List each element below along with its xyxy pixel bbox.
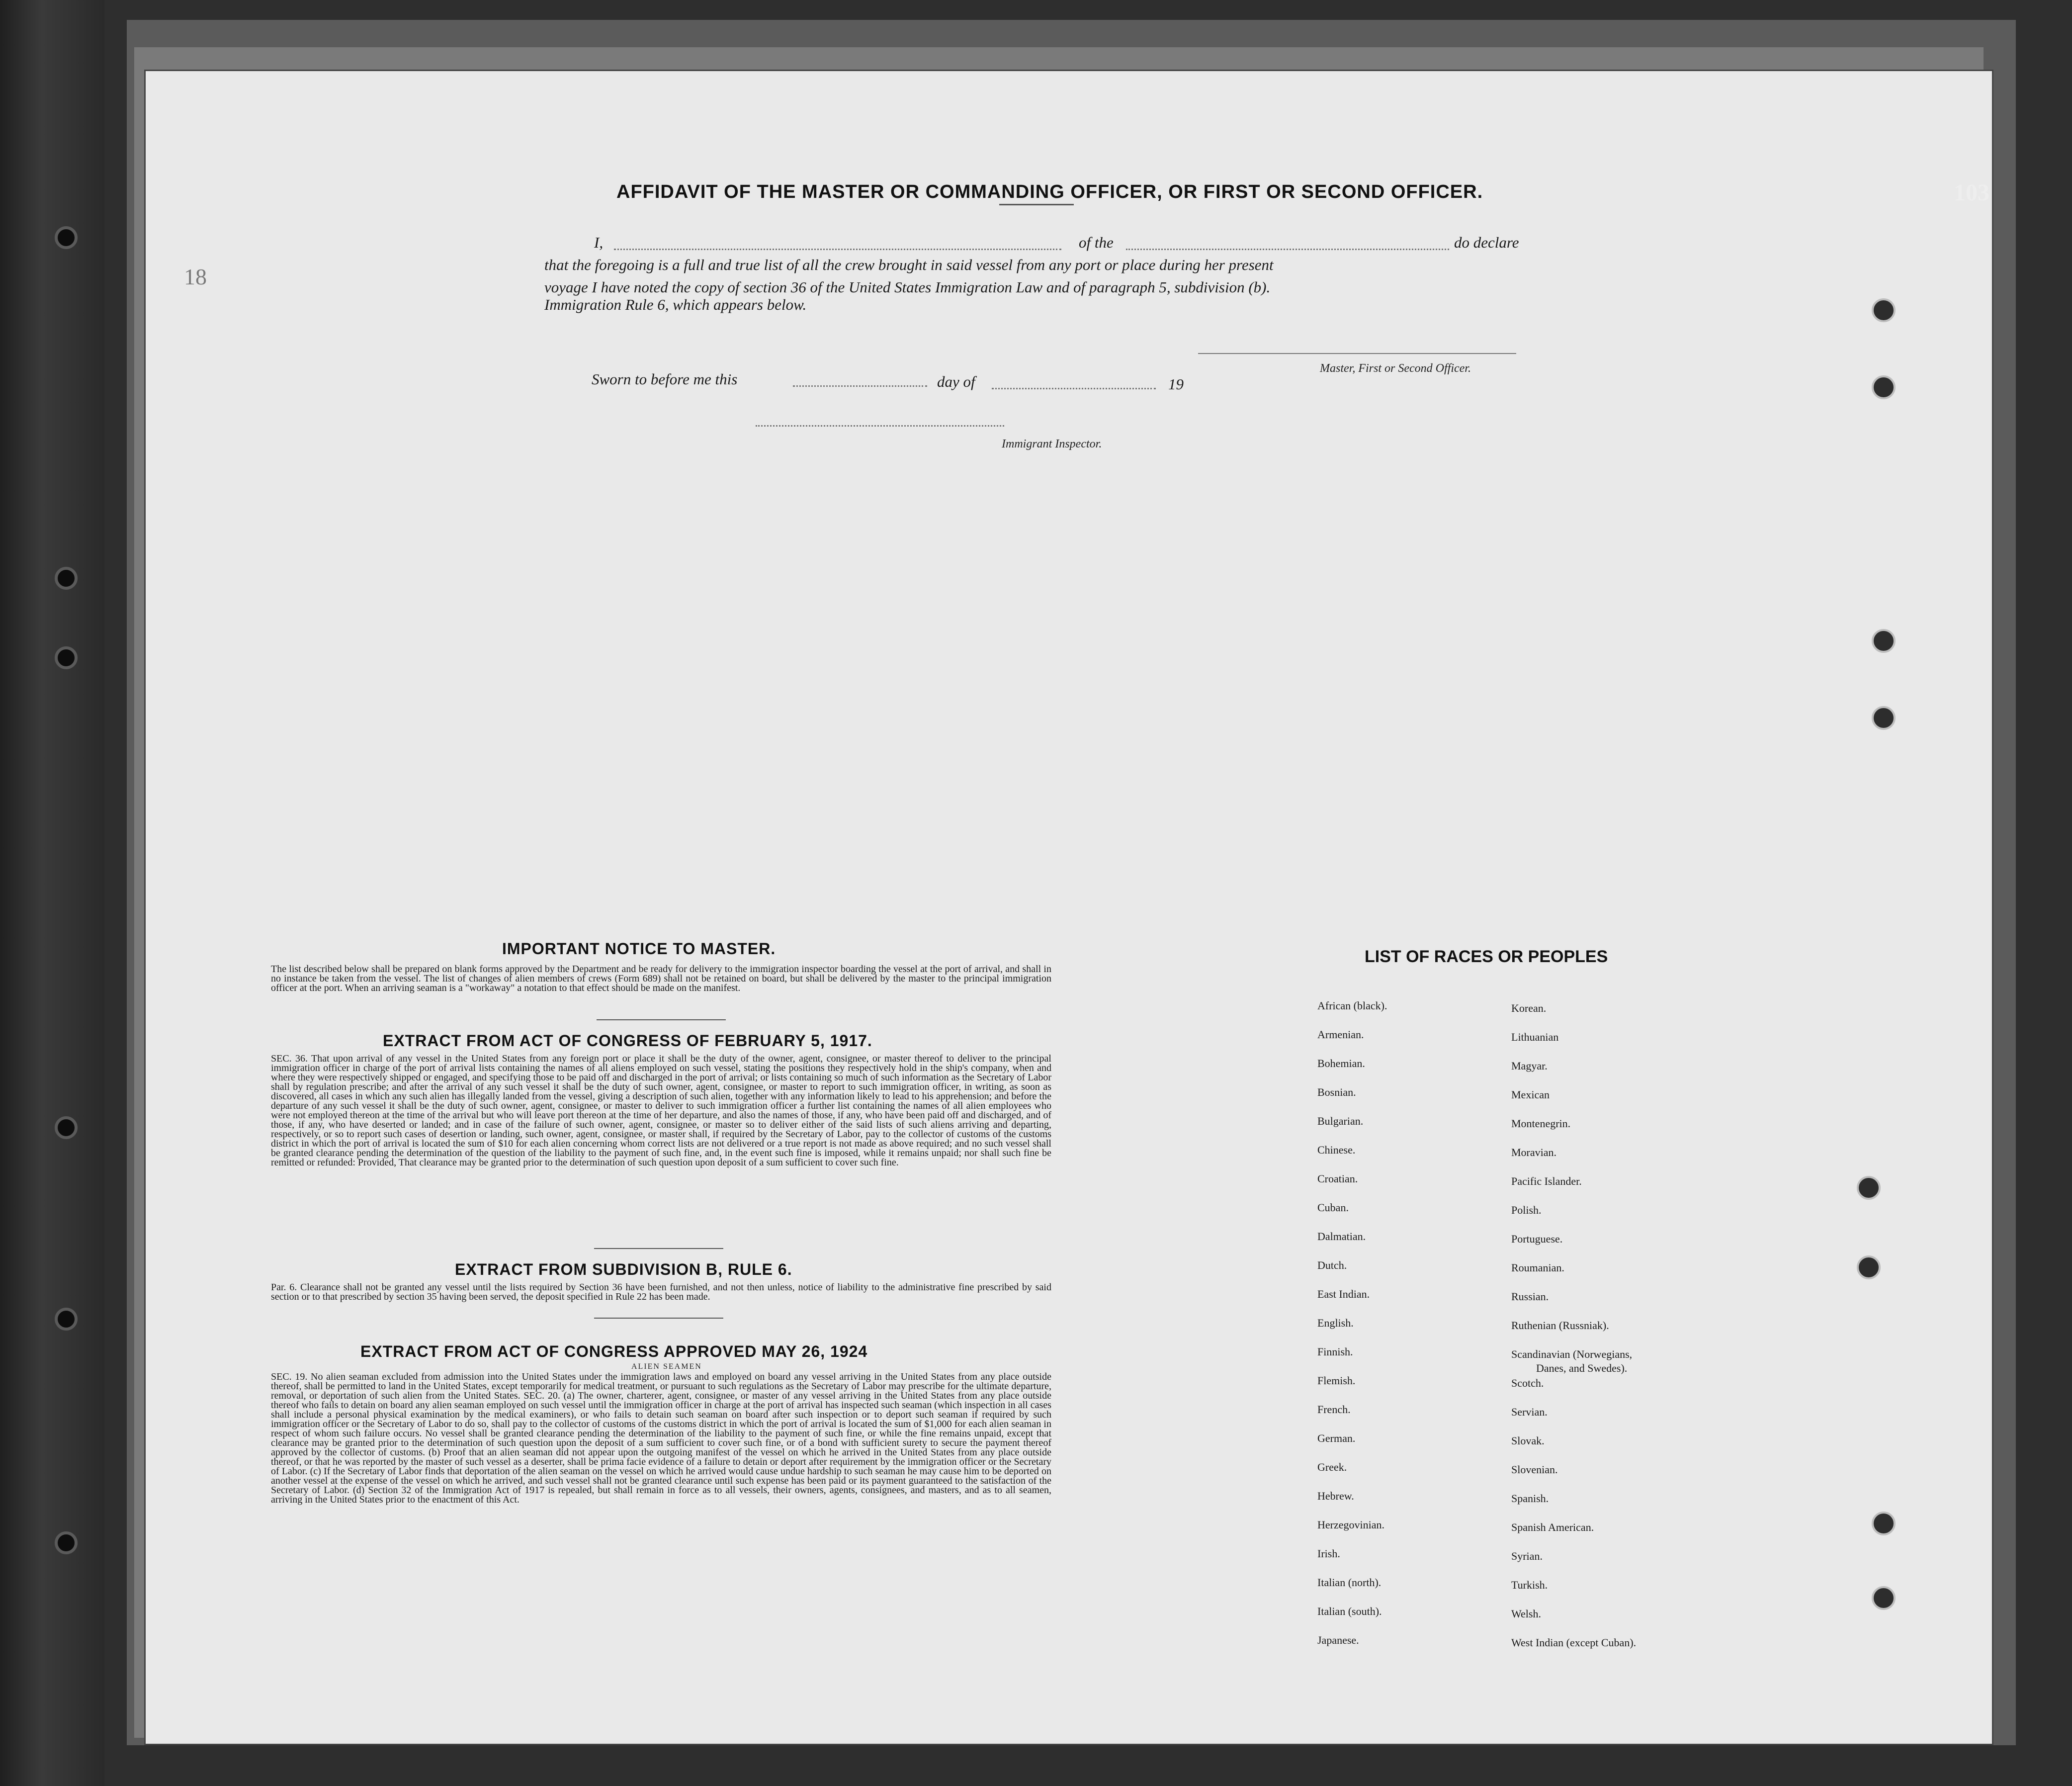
race-item: English. [1317, 1317, 1354, 1329]
affidavit-text-line: voyage I have noted the copy of section 36 of the United States Immigration Law and of paragraph 5, subdivision (b). [544, 278, 1271, 296]
race-item: Montenegrin. [1511, 1117, 1571, 1130]
race-item: Finnish. [1317, 1345, 1353, 1358]
year-label: 19 [1168, 375, 1184, 393]
races-title: LIST OF RACES OR PEOPLES [1365, 947, 1608, 966]
punch-hole [1872, 375, 1896, 399]
race-item: Armenian. [1317, 1028, 1364, 1041]
race-item: Italian (north). [1317, 1576, 1381, 1589]
race-item: Greek. [1317, 1461, 1347, 1473]
race-item: Turkish. [1511, 1579, 1548, 1591]
race-item: Moravian. [1511, 1146, 1557, 1159]
race-item: Dalmatian. [1317, 1230, 1366, 1243]
extract-1917-text: SEC. 36. That upon arrival of any vessel in the United States from any foreign port or place it shall be the duty of the owner, agent, consignee, or master thereof to deliver to the principal immigration officer in charge of the port of arrival lists containing the names of all aliens employed on such vessel, stating the positions they respectively hold in the ship's company, when and where they were respectively shipped or engaged, and specifying those to be paid off and discharged in the port of arrival; or lists containing so much of such information as the Secretary of Labor shall by regulation prescribe; and after the arrival of any such vessel it shall be the duty of such owner, agent, consignee, or master to report to such immigration officer, in writing, as soon as discovered, all cases in which any such alien has illegally landed from the vessel, giving a description of such alien, together with any information likely to lead to his apprehension; and before the departure of any such vessel it shall be the duty of such owner, agent, consignee, or master to deliver to such immigration officer a further list containing the names of all alien employees who were not employed thereon at the time of the arrival but who will leave port thereon at the time of her departure, and also the names of those, if any, who have been paid off and discharged, and of those, if any, who have deserted or landed; and in case of the failure of such owner, agent, consignee, or master so to deliver either of the said lists of such aliens arriving and departing, respectively, or so to report such cases of desertion or landing, such owner, agent, consignee, or master shall, if required by the Secretary of Labor, pay to the collector of customs of the customs district in which the port of arrival is located the sum of $10 for each alien concerning whom correct lists are not delivered or a true report is not made as above required; and no such vessel shall be granted clearance pending the determination of the question of the liability to the payment of such fine, and, in the event such fine is imposed, while it remains unpaid; nor shall such fine be remitted or refunded: Provided, That clearance may be granted prior to the determination of such question upon deposit of a sum sufficient to cover such fine. [271, 1053, 1051, 1168]
race-item: French. [1317, 1403, 1351, 1416]
extract-1924-text: SEC. 19. No alien seaman excluded from admission into the United States under the immigration laws and employed on board any vessel arriving in the United States from any place outside thereof, shall be permitted to land in the United States, except temporarily for medical treatment, or pursuant to such regulations as the Secretary of Labor may prescribe for the ultimate departure, removal, or deportation of such alien from the United States. SEC. 20. (a) The owner, charterer, agent, consignee, or master of any vessel arriving in the United States from any place outside thereof who fails to detain on board any alien seaman employed on such vessel until the immigration officer in charge at the port of arrival has inspected such seaman (which inspection in all cases shall include a personal physical examination by the medical examiners), or who fails to detain such seaman on board after such inspection or to deport such seaman if required by such immigration officer or the Secretary of Labor to do so, shall pay to the collector of customs of the customs district in which the port of arrival is located the sum of $1,000 for each alien seaman in respect of whom such failure occurs. No vessel shall be granted clearance pending the determination of the liability to the payment of such fine, or while the fine remains unpaid, except that clearance may be granted prior to the determination of such question upon the deposit of a sum sufficient to cover such fine, or of a bond with sufficient surety to secure the payment thereof approved by the collector of customs. (b) Proof that an alien seaman did not appear upon the outgoing manifest of the vessel on which he arrived in the United States from any place outside thereof, or that he was reported by the master of such vessel as a deserter, shall be prima facie evidence of a failure to detain or deport after requirement by the immigration officer or the Secretary of Labor. (c) If the Secretary of Labor finds that deportation of the alien seaman on the vessel on which he arrived would cause undue hardship to such seaman he may cause him to be deported on another vessel at the expense of the vessel on which he arrived, and such vessel shall not be granted clearance until such expense has been paid or its payment guaranteed to the satisfaction of the Secretary of Labor. (d) Section 32 of the Immigration Act of 1917 is repealed, but shall remain in force as to all vessels, their owners, agents, consignees, and masters, and as to all seamen, arriving in the United States prior to the enactment of this Act. [271, 1371, 1051, 1505]
race-item: Scotch. [1511, 1377, 1544, 1389]
race-item: Croatian. [1317, 1172, 1358, 1185]
race-item: African (black). [1317, 999, 1387, 1012]
notice-text: The list described below shall be prepared on blank forms approved by the Department and be ready for delivery to the immigration inspector boarding the vessel at the port of arrival, and shall in no instance be taken from the vessel. The list of changes of alien members of crews (Form 689) shall not be retained on board, but shall be delivered by the master to the principal immigration officer at the port. When an arriving seaman is a "workaway" a notation to that effect should be made on the manifest. [271, 964, 1051, 993]
sworn-month-field[interactable] [992, 388, 1156, 389]
inspector-label: Immigrant Inspector. [1002, 438, 1102, 450]
sworn-day-field[interactable] [793, 385, 927, 387]
title-rule [999, 204, 1074, 205]
punch-hole [1872, 629, 1896, 653]
race-item: Mexican [1511, 1088, 1550, 1101]
race-item: Bulgarian. [1317, 1115, 1364, 1127]
extract-1924-subtitle: ALIEN SEAMEN [631, 1362, 702, 1371]
race-item: Danes, and Swedes). [1536, 1362, 1628, 1374]
race-item: Spanish. [1511, 1492, 1549, 1505]
punch-hole [1872, 1586, 1896, 1610]
punch-hole [1857, 1255, 1881, 1279]
race-item: Flemish. [1317, 1374, 1356, 1387]
race-item: Pacific Islander. [1511, 1175, 1582, 1187]
race-item: Lithuanian [1511, 1031, 1559, 1043]
race-item: Bosnian. [1317, 1086, 1356, 1098]
race-item: East Indian. [1317, 1288, 1370, 1300]
extract-1924-title: EXTRACT FROM ACT OF CONGRESS APPROVED MAY 26, 1924 [360, 1342, 868, 1360]
race-item: Ruthenian (Russniak). [1511, 1319, 1609, 1332]
race-item: Slovenian. [1511, 1463, 1558, 1476]
binder-hole [55, 1116, 78, 1139]
punch-hole [1872, 298, 1896, 322]
race-item: Magyar. [1511, 1060, 1548, 1072]
race-item: Welsh. [1511, 1607, 1541, 1620]
race-item: German. [1317, 1432, 1356, 1444]
race-item: Slovak. [1511, 1434, 1545, 1447]
race-item: Italian (south). [1317, 1605, 1382, 1617]
punch-hole [1872, 706, 1896, 730]
binder-hole [55, 226, 78, 249]
race-item: Portuguese. [1511, 1233, 1563, 1245]
race-item: Irish. [1317, 1547, 1340, 1560]
affidavit-do-declare: do declare [1454, 234, 1519, 251]
master-signature-label: Master, First or Second Officer. [1320, 362, 1471, 375]
page-number: 103 [1954, 179, 1989, 206]
race-item: Roumanian. [1511, 1261, 1564, 1274]
extract-rule6-title: EXTRACT FROM SUBDIVISION B, RULE 6. [455, 1260, 792, 1278]
affidavit-text-line: Immigration Rule 6, which appears below. [544, 296, 807, 313]
affidavit-i: I, [594, 234, 604, 251]
race-item: Polish. [1511, 1204, 1542, 1216]
race-item: Bohemian. [1317, 1057, 1365, 1070]
extract-rule6-text: Par. 6. Clearance shall not be granted any vessel until the lists required by Section 36 have been furnished, and not then unless, notice of liability to the administrative fine prescribed by said section or to that prescribed by section 35 having been served, the deposit specified in Rule 22 has been made. [271, 1282, 1051, 1302]
binder-hole [55, 646, 78, 669]
name-field[interactable] [614, 249, 1061, 250]
notice-title: IMPORTANT NOTICE TO MASTER. [502, 940, 776, 958]
race-item: Hebrew. [1317, 1490, 1354, 1502]
race-item: Scandinavian (Norwegians, [1511, 1348, 1633, 1360]
vessel-field[interactable] [1126, 249, 1449, 250]
extract-1917-title: EXTRACT FROM ACT OF CONGRESS OF FEBRUARY 5, 1917. [383, 1032, 872, 1050]
affidavit-text-line: that the foregoing is a full and true list of all the crew brought in said vessel from any port or place during her present [544, 256, 1274, 273]
margin-note: 18 [184, 264, 207, 289]
race-item: Chinese. [1317, 1144, 1356, 1156]
section-rule [594, 1318, 723, 1319]
affidavit-title: AFFIDAVIT OF THE MASTER OR COMMANDING OFFICER, OR FIRST OR SECOND OFFICER. [616, 181, 1483, 202]
punch-hole [1857, 1176, 1881, 1200]
binder-strip [0, 0, 104, 1786]
race-item: Spanish American. [1511, 1521, 1594, 1533]
binder-hole [55, 1531, 78, 1554]
race-item: Herzegovinian. [1317, 1518, 1384, 1531]
race-item: Russian. [1511, 1290, 1549, 1303]
race-item: Servian. [1511, 1406, 1548, 1418]
section-rule [597, 1019, 726, 1020]
race-item: West Indian (except Cuban). [1511, 1636, 1637, 1649]
sworn-label: Sworn to before me this [592, 370, 738, 388]
race-item: Cuban. [1317, 1201, 1349, 1214]
signature-line[interactable] [1198, 353, 1516, 354]
inspector-signature-field[interactable] [756, 425, 1004, 427]
race-item: Korean. [1511, 1002, 1547, 1014]
binder-hole [55, 567, 78, 590]
binder-hole [55, 1308, 78, 1331]
race-item: Dutch. [1317, 1259, 1347, 1271]
section-rule [594, 1248, 723, 1249]
affidavit-of-the: of the [1079, 234, 1114, 251]
day-of-label: day of [937, 373, 975, 390]
race-item: Japanese. [1317, 1634, 1359, 1646]
punch-hole [1872, 1512, 1896, 1535]
race-item: Syrian. [1511, 1550, 1543, 1562]
